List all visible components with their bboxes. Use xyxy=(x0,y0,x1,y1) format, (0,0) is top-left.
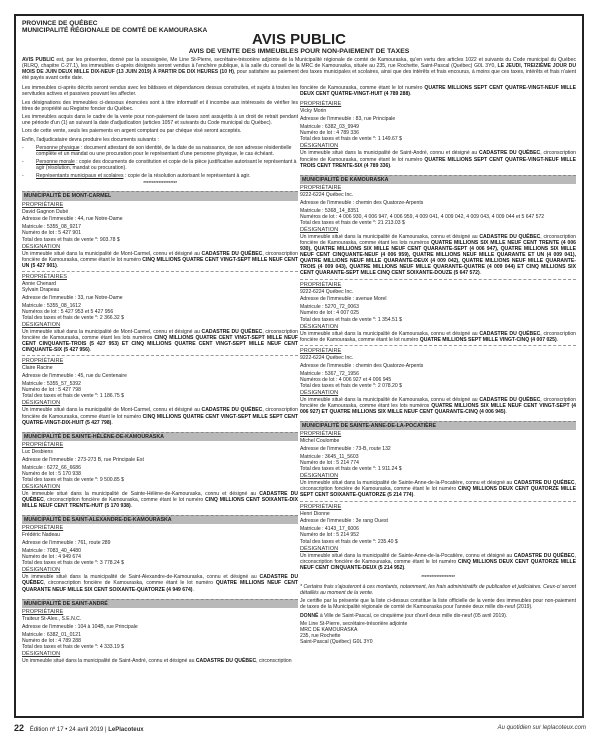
total-value: 903.78 $ xyxy=(99,236,120,243)
bold-text: CADASTRE DU QUÉBEC xyxy=(479,150,541,157)
lot-label: Numéro de lot : xyxy=(300,460,337,467)
designation-label: DÉSIGNATION xyxy=(22,400,61,407)
owner-label: PROPRIÉTAIRE xyxy=(22,441,64,448)
page-footer xyxy=(14,720,586,736)
signature-line: MRC DE KAMOURASKA xyxy=(300,627,358,634)
matricule-value: 5368_14_8351 xyxy=(324,207,359,214)
total-value: 9 500.85 $ xyxy=(99,476,124,483)
municipality-header: MUNICIPALITÉ DE SAINTE-ANNE-DE-LA-POCATIÈRE xyxy=(300,421,576,430)
matricule-label: Matricule : xyxy=(22,464,47,471)
text-run: , circonscription foncière de Kamouraska, comme étant le lot numéro xyxy=(22,250,298,263)
edition-info: Édition nº 17 • 24 avril 2019 | xyxy=(29,727,109,733)
bold-text: CADASTRE DU QUÉBEC xyxy=(22,490,298,503)
text-run: , circonscription foncière de Kamouraska, comme étant les lots numéros xyxy=(22,329,298,342)
bold-text: QUATRE MILLIONS SEPT CENT QUATRE-VINGT-NEUF MILLE DEUX CENT QUATRE-VINGT-HUIT (4 789 288) xyxy=(300,85,576,98)
intro-paragraph xyxy=(22,57,576,81)
total-taxes xyxy=(300,136,576,142)
owner-label: PROPRIÉTAIRE xyxy=(300,347,342,354)
text-run: , circonscription foncière de Kamouraska, comme étant le lot numéro xyxy=(300,150,577,163)
bullet-text xyxy=(36,173,250,179)
lot-label: Numéro de lot : xyxy=(22,554,59,561)
text-run: Un immeuble situé dans la municipalité de Mont-Carmel, connu et désigné au xyxy=(22,250,202,257)
property-address xyxy=(300,296,576,302)
designation-text xyxy=(300,397,576,415)
designation-text xyxy=(22,407,298,425)
matricule-value: 4143_17_6006 xyxy=(324,526,359,533)
matricule-value: 5270_72_0063 xyxy=(324,304,359,311)
text-run: Un immeuble situé dans la municipalité de Mont-Carmel, connu et désigné au xyxy=(22,329,202,336)
bold-text: CADASTRE DU QUÉBEC xyxy=(22,574,298,587)
text-run: , circonscription foncière de Kamouraska, comme étant le lot numéro xyxy=(43,497,206,503)
total-label: Total des taxes et frais de vente *: xyxy=(300,316,378,323)
property-address xyxy=(22,457,298,463)
total-taxes xyxy=(300,539,576,545)
bold-text: QUATRE MILLIONS SEPT CENT QUATRE-VINGT-NEUF MILLE TROIS CENT TRENTE-SIX (4 789 336) xyxy=(300,156,576,169)
address-label: Adresse de l'immeuble : xyxy=(22,623,78,630)
province: PROVINCE DE QUÉBEC xyxy=(22,20,98,27)
bold-text: CADASTRE DU QUÉBEC xyxy=(201,250,263,257)
bold-text: CADASTRE DU QUÉBEC xyxy=(513,480,575,487)
owner-name: David Gagnon Dubé xyxy=(22,208,69,215)
matricule-value: 6382_03_9949 xyxy=(324,124,359,131)
owner-label: PROPRIÉTAIRE xyxy=(300,184,342,191)
address-value: 104 à 104B, rue Principale xyxy=(77,623,138,630)
bold-text: CADASTRE DU QUÉBEC xyxy=(479,330,541,337)
matricule-label: Matricule : xyxy=(300,207,325,214)
owner-label: PROPRIÉTAIRE xyxy=(300,431,342,438)
address-value: 45, rue du Centenaire xyxy=(77,373,127,380)
text-run: , pour satisfaire au paiement des taxes municipales et scolaires, ainsi que des intérêts et frais encourus, à moins que ces taxes, intérêts et frais n'aient été payés avant cette date. xyxy=(22,69,576,82)
bold-text: CADASTRE DU QUÉBEC xyxy=(479,233,541,240)
address-label: Adresse de l'immeuble : xyxy=(22,216,78,223)
matricule-value: 5355_08_9217 xyxy=(46,224,81,231)
property-address xyxy=(300,363,576,369)
public-notice xyxy=(14,14,584,718)
total-label: Total des taxes et frais de vente *: xyxy=(22,393,100,400)
lot-label: Numéro de lot : xyxy=(300,532,337,539)
text-run: Un immeuble situé dans la municipalité de Saint-André, connu et désigné au xyxy=(300,150,480,157)
text-run: , circonscription foncière de Kamouraska, comme étant le lot numéro xyxy=(22,407,298,420)
designation-text xyxy=(300,553,576,571)
municipality-header: MUNICIPALITÉ DE KAMOURASKA xyxy=(300,175,576,184)
paragraph xyxy=(300,613,576,619)
designation-label: DÉSIGNATION xyxy=(300,389,339,396)
total-label: Total des taxes et frais de vente *: xyxy=(22,560,100,567)
matricule-value: 5355_08_1612 xyxy=(46,302,81,309)
matricule-label: Matricule : xyxy=(300,454,325,460)
total-value: 3 778.24 $ xyxy=(99,560,124,567)
designation-label: DÉSIGNATION xyxy=(300,323,339,330)
text-run: . xyxy=(505,409,507,416)
lot-label: Numéro de lot : xyxy=(300,130,337,137)
bullet-desc: : copie des documents de constitution et copie de la pièce justificative autorisant le représentant à agir (résolution, mandat ou procuration). xyxy=(36,159,297,172)
lot-label: Numéro de lot : xyxy=(300,310,337,317)
bold-text: CADASTRE DU QUÉBEC xyxy=(201,329,263,336)
bullet-term: Représentants municipaux et scolaires xyxy=(36,173,124,180)
bold-text: CADASTRE DU QUÉBEC xyxy=(201,407,263,414)
property-address xyxy=(22,295,298,301)
bold-text: CINQ MILLIONS CENT SOIXANTE-DIX MILLE NEUF CENT TRENTE-HUIT (5 170 938) xyxy=(22,497,298,510)
total-taxes xyxy=(300,220,576,226)
total-label: Total des taxes et frais de vente *: xyxy=(22,643,100,650)
lot-value: 5 214 774 xyxy=(336,460,359,467)
matricule-value: 5355_57_5392 xyxy=(46,381,81,388)
matricule-value: 6382_01_0121 xyxy=(46,631,81,638)
property-entry xyxy=(22,609,298,666)
text-run: Un immeuble situé dans la municipalité de Kamouraska, connu et désigné au xyxy=(300,330,480,337)
designation-label: DÉSIGNATION xyxy=(22,650,61,657)
address-value: 33, rue Notre-Dame xyxy=(77,294,123,301)
separator: ******************** xyxy=(421,574,455,581)
designation-text xyxy=(22,251,298,269)
text-run: . xyxy=(413,492,415,499)
designation-text xyxy=(300,234,576,277)
bold-text: CADASTRE DU QUÉBEC xyxy=(479,396,541,403)
bold-text: QUATRE MILLIONS SIX MILLE NEUF CENT VINGT-SEPT (4 006 927) ET QUATRE MILLIONS SIX MILLE NEUF CENT QUARANTE-CINQ (4 006 945) xyxy=(300,402,577,416)
text-run: , circonscription foncière de Kamouraska, comme étant les lots numéros xyxy=(300,396,576,409)
matricule-value: 6272_66_6686 xyxy=(46,464,81,471)
property-address xyxy=(300,518,576,524)
total-taxes xyxy=(22,644,298,650)
property-entry xyxy=(22,358,298,427)
paragraph: Les immeubles ci-après décrits seront vendus avec les bâtisses et dépendances dessus construites, et sujets à toutes les servitudes actives et passives pouvant les affecter. xyxy=(22,85,298,98)
total-value: 235.40 $ xyxy=(377,538,398,545)
property-entry xyxy=(300,101,576,170)
total-value: 2 366.32 $ xyxy=(99,314,124,321)
owner-name: 9222-6224 Québec Inc. xyxy=(300,191,354,198)
bold-text: CINQ MILLIONS DEUX CENT QUATORZE MILLE NEUF CENT CINQUANTE-DEUX (5 214 952) xyxy=(300,558,576,571)
designation-text xyxy=(22,491,298,509)
matricule-label: Matricule : xyxy=(22,224,47,231)
text-run: . xyxy=(89,347,92,354)
total-taxes xyxy=(300,317,576,323)
owner-label: PROPRIÉTAIRE xyxy=(300,503,342,510)
designation-label: DÉSIGNATION xyxy=(22,243,61,250)
bullet-dash: - xyxy=(22,144,24,151)
owner-label: PROPRIÉTAIRE xyxy=(22,358,64,365)
property-entry xyxy=(300,282,576,346)
text-run: . xyxy=(479,270,482,277)
lot-label: Numéros de lot : xyxy=(300,376,339,383)
owner-name: Vicky Morin xyxy=(300,108,327,115)
text-run: Un immeuble situé dans la municipalité de Saint-Alexandre-de-Kamouraska, connu et désigné au xyxy=(22,574,260,581)
lot-value: 4 789 288 xyxy=(58,637,81,644)
lot-value: 5 170 938 xyxy=(58,470,81,477)
text-run: . xyxy=(556,336,559,343)
total-label: Total des taxes et frais de vente *: xyxy=(22,236,100,243)
separator: ******************** xyxy=(143,181,177,188)
property-entry xyxy=(300,431,576,501)
text-run: Un immeuble situé dans la municipalité de Sainte-Hélène-de-Kamouraska, connu et désigné au xyxy=(22,490,260,497)
notice-subtitle: AVIS DE VENTE DES IMMEUBLES POUR NON-PAIEMENT DE TAXES xyxy=(188,47,410,55)
matricule-label: Matricule : xyxy=(22,302,47,309)
owner-name: Traiteur St-Alex., S.E.N.C. xyxy=(22,615,82,622)
right-column xyxy=(300,85,576,668)
address-value: 761, route 289 xyxy=(77,540,111,547)
bullet-item xyxy=(22,145,298,157)
total-value: 1 186.75 $ xyxy=(99,393,124,400)
designation-text xyxy=(300,480,576,498)
designation-label: DÉSIGNATION xyxy=(300,545,339,552)
designation-text xyxy=(22,658,298,664)
matricule-label: Matricule : xyxy=(300,304,325,311)
address-value: chemin des Quatorze-Arpents xyxy=(355,362,424,369)
property-address xyxy=(300,116,576,122)
designation-label: DÉSIGNATION xyxy=(300,226,339,233)
text-run: Un immeuble situé dans la municipalité de Mont-Carmel, connu et désigné au xyxy=(22,407,202,414)
text-run: Un immeuble situé dans la municipalité de Sainte-Anne-de-la-Pocatière, connu et désigné au xyxy=(300,552,514,559)
matricule-value: 3645_11_5603 xyxy=(324,454,359,460)
bullet-dash: - xyxy=(22,159,24,166)
property-entry xyxy=(300,185,576,280)
total-label: Total des taxes et frais de vente *: xyxy=(300,219,378,226)
mrc-name: MUNICIPALITÉ RÉGIONALE DE COMTÉ DE KAMOURASKA xyxy=(22,27,208,35)
lot-value: 5 427 901 xyxy=(58,230,81,237)
address-value: 273-273 B, rue Principale Est xyxy=(77,456,144,463)
total-taxes xyxy=(22,560,298,566)
total-value: 4 333.19 $ xyxy=(99,643,124,650)
bold-text: CINQ MILLIONS QUATRE CENT VINGT-SEPT MILLE NEUF CENT UN (5 427 901) xyxy=(22,256,298,269)
address-label: Adresse de l'immeuble : xyxy=(300,116,356,123)
signature-line: 235, rue Rochette xyxy=(300,633,341,640)
property-address xyxy=(300,200,576,206)
total-label: Total des taxes et frais de vente *: xyxy=(22,314,100,321)
owner-label: PROPRIÉTAIRE xyxy=(22,608,64,615)
address-value: 83, rue Principale xyxy=(355,116,396,123)
paragraph: Les désignations des immeubles ci-dessous énoncées sont à titre informatif et il incombe aux intéressés de vérifier les titres de propriété au Registre foncier du Québec. xyxy=(22,99,298,112)
tagline: Au quotidien sur leplacoteux.com xyxy=(497,725,586,731)
text-run: , circonscription foncière de Kamouraska, comme étant le lot numéro xyxy=(43,580,216,587)
bullet-item xyxy=(22,173,298,179)
paragraph: Les immeubles acquis dans le cadre de la vente pour non-paiement de taxes sont assujettis à un droit de retrait pendant une période d'un (1) an suivant la date d'adjudication (articles 1057 et suivants du Code municipal du Québec). xyxy=(22,113,298,127)
address-value: chemin des Quatorze-Arpents xyxy=(355,199,424,206)
designation-label: DÉSIGNATION xyxy=(300,143,339,150)
total-taxes xyxy=(300,383,576,389)
bold-text: LE JEUDI, TREIZIÈME JOUR DU MOIS DE JUIN DEUX MILLE DIX-NEUF (13 JUIN 2019) À PARTIR DE DIX HEURES (10 H) xyxy=(22,62,576,75)
owner-name: Claire Racine xyxy=(22,365,53,372)
bullet-item xyxy=(22,159,298,171)
bold-text: CADASTRE DU QUÉBEC xyxy=(513,552,575,559)
total-label: Total des taxes et frais de vente *: xyxy=(22,476,100,483)
property-entry xyxy=(300,348,576,417)
signature-block xyxy=(300,621,576,645)
bold-text: CINQ MILLIONS QUATRE CENT VINGT-SEPT MILLE NEUF CENT CINQUANTE-TROIS (5 427 953) ET CINQ MILLIONS QUATRE CENT VINGT-SEPT MILLE NEUF CENT CINQUANTE-SIX (5 427 956) xyxy=(22,335,299,354)
bold-text: CINQ MILLIONS QUATRE CENT VINGT-SEPT MILLE SEPT CENT QUATRE-VINGT-DIX-HUIT (5 427 798) xyxy=(22,413,299,426)
municipality-header: MUNICIPALITÉ DE MONT-CARMEL xyxy=(22,191,298,200)
text-run: Un immeuble situé dans la municipalité de Kamouraska, connu et désigné au xyxy=(300,233,480,240)
total-value: 1 354.51 $ xyxy=(377,316,402,323)
signature-line: Me Line St-Pierre, secrétaire-trésorière adjointe xyxy=(300,621,408,628)
text-run: . xyxy=(390,162,392,169)
notice-title: AVIS PUBLIC xyxy=(252,30,346,48)
municipality-header: MUNICIPALITÉ DE SAINT-ANDRÉ xyxy=(22,599,298,608)
text-run: . xyxy=(192,586,194,593)
text-run: . xyxy=(404,564,406,571)
lot-label: Numéros de lot : xyxy=(22,308,61,315)
text-run: , circonscription foncière de Kamouraska, comme étant le lot numéro xyxy=(300,552,576,565)
text-run: , circonscription xyxy=(256,657,292,664)
text-run: Un immeuble situé dans la municipalité de Kamouraska, connu et désigné au xyxy=(300,396,480,403)
bullet-dash: - xyxy=(22,173,24,180)
bullet-desc: : copie de la résolution autorisant le représentant à agir. xyxy=(123,173,251,180)
bold-text: DONNÉ xyxy=(300,612,319,619)
property-entry xyxy=(22,274,298,357)
address-value: 44, rue Notre-Dame xyxy=(77,216,123,223)
matricule-label: Matricule : xyxy=(300,526,325,533)
lot-value: 5 427 953 et 5 427 956 xyxy=(60,308,114,315)
bold-text: QUATRE MILLIONS SIX MILLE NEUF CENT TRENTE (4 006 930), QUATRE MILLIONS SIX MILLE NEUF CENT QUARANTE-SEPT (4 006 947), QUATRE MILLIONS SIX MILLE NEUF CENT CINQUANTE-NEUF (4 006 959), QUATRE MILLIONS NEUF MILLE QUARANTE ET UN (4 009 041), QUATRE MILLIONS NEUF MILLE QUARANTE-DEUX (4 009 042), QUATRE MILLIONS NEUF MILLE QUARANTE-TROIS (4 009 043), QUATRE MILLIONS NEUF MILLE QUARANTE-QUATRE (4 009 044) ET CINQ MILLIONS SIX CENT QUARANTE-SEPT MILLE CINQ CENT SOIXANTE-DOUZE (5 647 572) xyxy=(300,239,576,277)
property-entry xyxy=(300,504,576,573)
address-label: Adresse de l'immeuble : xyxy=(300,518,356,525)
designation-label: DÉSIGNATION xyxy=(300,473,339,480)
property-address xyxy=(22,373,298,379)
property-address xyxy=(22,216,298,222)
matricule-label: Matricule : xyxy=(300,370,325,377)
lot-value: 4 006 927 et 4 006 945 xyxy=(338,376,392,383)
address-label: Adresse de l'immeuble : xyxy=(300,296,356,303)
newspaper-logo: LePlacoteux xyxy=(108,727,144,733)
address-label: Adresse de l'immeuble : xyxy=(300,362,356,369)
page-number: 22 xyxy=(14,723,25,733)
owner-label: PROPRIÉTAIRE xyxy=(300,101,342,108)
designation-label: DÉSIGNATION xyxy=(22,567,61,574)
owner-label: PROPRIÉTAIRE xyxy=(22,201,64,208)
paragraph: Je certifie par la présente que la liste ci-dessus constitue la liste officielle de la vente des immeubles pour non-paiement de taxes de la Municipalité régionale de comté de Kamouraska pour l'année deux mille dix-neuf (2019). xyxy=(300,598,576,611)
bold-text: AVIS PUBLIC xyxy=(22,56,55,63)
text-run: . xyxy=(111,419,113,426)
paragraph: Lors de cette vente, seuls les paiements en argent comptant ou par chèque visé seront acceptés. xyxy=(22,128,242,135)
owner-label: PROPRIÉTAIRE xyxy=(300,281,342,288)
text-run: , circonscription foncière de Kamouraska, comme étant le lot numéro xyxy=(300,330,576,343)
owner-label: PROPRIÉTAIRES xyxy=(22,273,67,280)
owner-name: Michel Coulombe xyxy=(300,438,340,445)
address-label: Adresse de l'immeuble : xyxy=(300,446,356,453)
property-address xyxy=(22,540,298,546)
bullet-text xyxy=(36,145,298,157)
total-label: Total des taxes et frais de vente *: xyxy=(300,382,378,389)
address-value: 3e rang Ouest xyxy=(355,518,388,525)
property-entry xyxy=(22,202,298,272)
address-label: Adresse de l'immeuble : xyxy=(22,294,78,301)
owner-name: Frédéric Nadeau xyxy=(22,532,60,539)
text-run: foncière de Kamouraska, comme étant le lot numéro xyxy=(300,85,425,92)
address-value: avenue Morel xyxy=(355,296,387,303)
address-label: Adresse de l'immeuble : xyxy=(22,456,78,463)
total-taxes xyxy=(22,477,298,483)
total-value: 1 149.67 $ xyxy=(377,136,402,143)
designation-text xyxy=(22,329,298,353)
total-taxes xyxy=(22,315,298,321)
total-taxes xyxy=(22,393,298,399)
owner-name: Sylvain Drapeau xyxy=(22,286,60,293)
property-entry xyxy=(22,525,298,594)
address-label: Adresse de l'immeuble : xyxy=(22,540,78,547)
total-label: Total des taxes et frais de vente *: xyxy=(300,466,378,473)
lot-value: 4 007 025 xyxy=(336,310,359,317)
address-value: 73-B, route 132 xyxy=(355,446,391,453)
designation-text xyxy=(22,574,298,592)
owner-name: 9222-6224 Québec Inc. xyxy=(300,288,354,295)
matricule-label: Matricule : xyxy=(22,381,47,388)
designation-text xyxy=(300,331,576,343)
bold-text: QUATRE MILLIONS SEPT MILLE VINGT-CINQ (4 007 025) xyxy=(419,336,557,343)
text-run: , circonscription foncière de Kamouraska, comme étant les lots numéros xyxy=(300,233,576,246)
lot-value: 5 427 798 xyxy=(58,387,81,394)
bold-text: CADASTRE DU QUÉBEC xyxy=(195,657,257,664)
lot-value: 4 006 930, 4 006 947, 4 006 959, 4 009 041, 4 009 042, 4 009 043, 4 009 044 et 5 647 572 xyxy=(338,213,545,220)
address-label: Adresse de l'immeuble : xyxy=(22,373,78,380)
paragraph: * Certains frais s'ajouteront à ces montants, notamment, les frais administratifs de publication et judiciaires. Ceux-ci seront détaillés au moment de la vente. xyxy=(300,584,576,597)
bullet-term: Personne physique xyxy=(36,144,80,151)
matricule-value: 5367_72_1956 xyxy=(324,370,359,377)
owner-label: PROPRIÉTAIRE xyxy=(22,525,64,532)
total-taxes xyxy=(300,466,576,472)
text-run: , circonscription foncière de Kamouraska, comme étant le lot numéro xyxy=(300,480,576,493)
text-run: à Ville de Saint-Pascal, ce cinquième jour d'avril deux mille dix-neuf (05 avril 2019). xyxy=(318,612,508,619)
text-run: . xyxy=(130,503,133,510)
property-address xyxy=(22,624,298,630)
owner-name: Luc Desbiens xyxy=(22,448,53,455)
lot-label: Numéro de lot : xyxy=(22,470,59,477)
lot-value: 4 789 336 xyxy=(336,130,359,137)
text-run: Un immeuble situé dans la municipalité de Saint-André, connu et désigné au xyxy=(22,657,196,664)
text-run: . xyxy=(56,262,59,269)
owner-name: 9222-6224 Québec Inc. xyxy=(300,354,354,361)
bold-text: QUATRE MILLIONS NEUF CENT QUARANTE NEUF MILLE SIX CENT SOIXANTE-QUATORZE (4 949 674) xyxy=(22,580,298,593)
total-label: Total des taxes et frais de vente *: xyxy=(300,538,378,545)
lot-label: Numéro de lot : xyxy=(22,387,59,394)
designation-continued xyxy=(300,85,576,99)
text-run: est, par les présentes, donné par la soussignée, Me Line St-Pierre, secrétaire-trésorière adjointe de la Municipalité régionale de comté de Kamouraska, qu'en vertu des articles 1022 et suivants du Code municipal du Québec (RLRQ, chapitre C-27.1), les immeubles ci-après désignés seront vendus à l'enchère publique, à la salle du conseil de la MRC de Kamouraska, située au 235, rue Rochette, Saint-Pascal (Québec) G0L 3Y0, xyxy=(22,56,577,69)
owner-name: Henri Dionne xyxy=(300,510,330,517)
address-label: Adresse de l'immeuble : xyxy=(300,199,356,206)
bullet-desc: : document attestant de son identité, de la date de sa naissance, de son adresse résidentielle complète et un mandat ou une procuration pour le représentant d'une personne physique, le cas échéant. xyxy=(36,144,292,157)
bold-text: CINQ MILLIONS DEUX CENT QUATORZE MILLE SEPT CENT SOIXANTE-QUATORZE (5 214 774) xyxy=(300,486,576,499)
bullet-text xyxy=(36,159,298,171)
designation-label: DÉSIGNATION xyxy=(22,322,61,329)
lot-value: 4 949 674 xyxy=(58,554,81,561)
property-entry xyxy=(22,442,298,511)
total-value: 2 078.20 $ xyxy=(377,382,402,389)
signature-line: Saint-Pascal (Québec) G0L 3Y0 xyxy=(300,639,373,646)
property-address xyxy=(300,446,576,452)
text-run: . xyxy=(410,91,412,98)
matricule-label: Matricule : xyxy=(22,631,47,638)
municipality-header: MUNICIPALITÉ DE SAINTE-HÉLÈNE-DE-KAMOURASKA xyxy=(22,432,298,441)
matricule-value: 7083_40_4480 xyxy=(46,548,81,555)
total-taxes xyxy=(22,237,298,243)
municipality-header: MUNICIPALITÉ DE SAINT-ALEXANDRE-DE-KAMOURASKA xyxy=(22,515,298,524)
owner-name: Annie Chenard xyxy=(22,280,56,287)
total-label: Total des taxes et frais de vente *: xyxy=(300,136,378,143)
left-column xyxy=(22,85,298,668)
designation-label: DÉSIGNATION xyxy=(22,483,61,490)
bullet-term: Personne morale xyxy=(36,159,75,166)
lot-value: 5 214 952 xyxy=(336,532,359,539)
lot-label: Numéros de lot : xyxy=(300,213,339,220)
matricule-label: Matricule : xyxy=(300,124,325,131)
total-value: 21 213.03 $ xyxy=(377,219,405,226)
lot-label: Numéro de lot : xyxy=(22,230,59,237)
designation-text xyxy=(300,150,576,168)
text-run: Un immeuble situé dans la municipalité de Sainte-Anne-de-la-Pocatière, connu et désigné au xyxy=(300,480,514,487)
lot-label: Numéro de lot : xyxy=(22,637,59,644)
matricule-label: Matricule : xyxy=(22,548,47,555)
paragraph: Enfin, l'adjudicataire devra produire les documents suivants : xyxy=(22,136,159,143)
total-value: 1 911.24 $ xyxy=(377,466,402,473)
